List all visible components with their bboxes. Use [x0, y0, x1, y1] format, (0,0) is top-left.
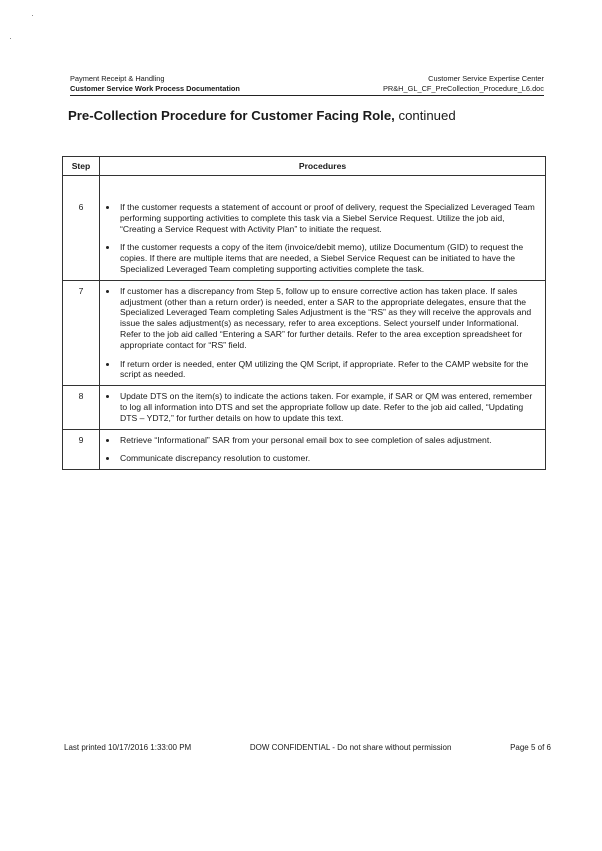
procedure-item: Retrieve “Informational” SAR from your personal email box to see completion of sales adjustment.	[100, 435, 541, 446]
table-row	[63, 280, 546, 385]
procedure-cell	[100, 386, 546, 429]
procedure-item: Update DTS on the item(s) to indicate the actions taken. For example, if SAR or QM was entered, remember to log all information into DTS and set the appropriate follow up date. Refer to the job aid called, “Updating DTS – YDT2,” for further details on how to update this text.	[100, 391, 541, 423]
step-number: 8	[63, 386, 100, 429]
header-left-line1: Payment Receipt & Handling	[70, 74, 165, 83]
page-title-main: Pre-Collection Procedure for Customer Facing Role,	[68, 108, 395, 123]
header-rule	[70, 95, 544, 96]
procedure-table	[62, 156, 546, 470]
confidential-notice: DOW CONFIDENTIAL - Do not share without permission	[249, 743, 452, 752]
procedure-item: Communicate discrepancy resolution to customer.	[100, 453, 541, 464]
scan-speck	[10, 38, 11, 39]
scan-speck	[32, 15, 33, 16]
page-footer	[64, 743, 551, 753]
procedure-cell	[100, 429, 546, 470]
procedure-cell	[100, 176, 546, 281]
page-title-suffix: continued	[394, 108, 456, 123]
procedure-item: If customer has a discrepancy from Step 5, follow up to ensure corrective action has taken place. If sales adjustment (other than a return order) is needed, enter a SAR to the appropriate delegates, ensure that the Specialized Leveraged Team completing Sales Adjustment is the “RS” as they will receive the approvals and issue the sales adjustment(s) as necessary, refer to area exceptions. Select yourself under Informational. Refer to the job aid called “Entering a SAR” for further details. Refer to the area exception spreadsheet for appropriate contact for “RS” field.	[100, 286, 541, 351]
step-column-header: Step	[63, 157, 100, 176]
table-header-row	[63, 157, 546, 176]
procedures-column-header: Procedures	[100, 157, 546, 176]
procedure-item: If the customer requests a statement of account or proof of delivery, request the Specialized Leveraged Team performing supporting activities to complete this task via a Siebel Service Request. Utilize the job aid, “Creating a Service Request with Activity Plan” to initiate the request.	[100, 202, 541, 234]
table-row	[63, 429, 546, 470]
procedure-cell	[100, 280, 546, 385]
page-number: Page 5 of 6	[510, 743, 551, 752]
header-left-line2: Customer Service Work Process Documentation	[70, 84, 240, 93]
procedure-item: If the customer requests a copy of the item (invoice/debit memo), utilize Documentum (GID) to request the copies. If there are multiple items that are needed, a Siebel Service Request can be initiated to have the Specialized Leveraged Team completing supporting activities complete the task.	[100, 242, 541, 274]
last-printed: Last printed 10/17/2016 1:33:00 PM	[64, 743, 192, 752]
header-right-line1: Customer Service Expertise Center	[428, 74, 544, 83]
page-header	[70, 74, 544, 96]
step-number: 7	[63, 280, 100, 385]
table-row	[63, 176, 546, 281]
step-number: 9	[63, 429, 100, 470]
header-right-line2: PR&H_GL_CF_PreCollection_Procedure_L6.doc	[382, 84, 544, 93]
procedure-item: If return order is needed, enter QM utilizing the QM Script, if appropriate. Refer to the CAMP website for the script as needed.	[100, 359, 541, 381]
page-title	[68, 108, 456, 123]
table-row	[63, 386, 546, 429]
step-number: 6	[63, 176, 100, 281]
